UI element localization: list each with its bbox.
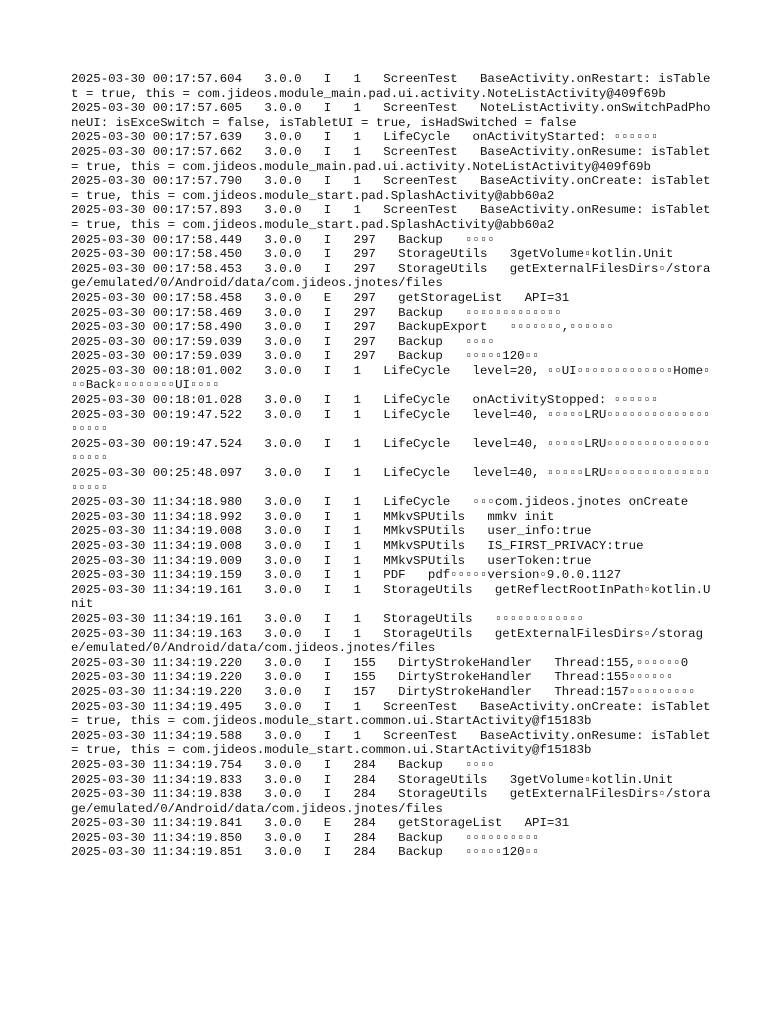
log-line: 2025-03-30 00:18:01.028 3.0.0 I 1 LifeCycle onActivityStopped: ▫▫▫▫▫▫ [71,393,659,408]
log-line: 2025-03-30 11:34:19.009 3.0.0 I 1 MMkvSPUtils userToken:true [71,553,592,568]
log-line: 2025-03-30 00:17:57.893 3.0.0 I 1 ScreenTest BaseActivity.onResume: isTablet = true, this = com.jideos.module_start.pad.SplashActivity@abb60a2 [71,203,718,232]
log-line: 2025-03-30 11:34:19.163 3.0.0 I 1 StorageUtils getExternalFilesDirs▫/storage/emulated/0/Android/data/com.jideos.jnotes/files [71,626,704,656]
log-line: 2025-03-30 11:34:19.220 3.0.0 I 157 DirtyStrokeHandler Thread:157▫▫▫▫▫▫▫▫▫ [71,684,696,699]
log-line: 2025-03-30 11:34:19.851 3.0.0 I 284 Backup ▫▫▫▫▫120▫▫ [71,845,540,860]
log-line: 2025-03-30 11:34:19.588 3.0.0 I 1 ScreenTest BaseActivity.onResume: isTablet = true, this = com.jideos.module_start.common.ui.StartActivity@f15183b [71,728,718,758]
log-line: 2025-03-30 00:17:58.453 3.0.0 I 297 StorageUtils getExternalFilesDirs▫/storage/emulated/0/Android/data/com.jideos.jnotes/files [71,261,711,291]
log-line: 2025-03-30 11:34:19.495 3.0.0 I 1 ScreenTest BaseActivity.onCreate: isTablet = true, this = com.jideos.module_start.common.ui.StartActivity@f15183b [71,699,718,729]
log-line: 2025-03-30 11:34:19.838 3.0.0 I 284 StorageUtils getExternalFilesDirs▫/storage/emulated/0/Android/data/com.jideos.jnotes/files [71,787,711,816]
log-line: 2025-03-30 00:18:01.002 3.0.0 I 1 LifeCycle level=20, ▫▫UI▫▫▫▫▫▫▫▫▫▫▫▫▫Home▫▫▫Back▫▫▫▫▫▫▫▫UI▫▫▫▫ [71,363,711,393]
log-line: 2025-03-30 00:17:57.790 3.0.0 I 1 ScreenTest BaseActivity.onCreate: isTablet = true, this = com.jideos.module_start.pad.SplashActivity@abb60a2 [71,174,718,203]
log-line: 2025-03-30 00:17:57.605 3.0.0 I 1 ScreenTest NoteListActivity.onSwitchPadPhoneUI: isExceSwitch = false, isTabletUI = true, isHadSwitched = false [71,101,711,130]
log-line: 2025-03-30 00:17:58.469 3.0.0 I 297 Backup ▫▫▫▫▫▫▫▫▫▫▫▫▫ [71,305,562,320]
log-line: 2025-03-30 11:34:19.833 3.0.0 I 284 StorageUtils 3getVolume▫kotlin.Unit [71,772,674,787]
log-line: 2025-03-30 00:17:58.449 3.0.0 I 297 Backup ▫▫▫▫ [71,232,495,247]
log-line: 2025-03-30 11:34:19.159 3.0.0 I 1 PDF pdf▫▫▫▫▫version▫9.0.0.1127 [71,568,622,583]
log-document [71,72,718,860]
log-line: 2025-03-30 00:17:57.604 3.0.0 I 1 ScreenTest BaseActivity.onRestart: isTablet = true, this = com.jideos.module_main.pad.ui.activity.NoteListActivity@409f69b [71,72,711,101]
log-line: 2025-03-30 11:34:19.841 3.0.0 E 284 getStorageList API=31 [71,816,570,831]
log-line: 2025-03-30 00:17:57.662 3.0.0 I 1 ScreenTest BaseActivity.onResume: isTablet = true, this = com.jideos.module_main.pad.ui.activity.NoteListActivity@409f69b [71,144,718,174]
log-line: 2025-03-30 11:34:19.220 3.0.0 I 155 DirtyStrokeHandler Thread:155▫▫▫▫▫▫ [71,670,674,685]
log-line: 2025-03-30 00:17:58.490 3.0.0 I 297 BackupExport ▫▫▫▫▫▫▫,▫▫▫▫▫▫ [71,320,614,335]
log-line: 2025-03-30 11:34:19.754 3.0.0 I 284 Backup ▫▫▫▫ [71,757,495,772]
log-line: 2025-03-30 00:19:47.524 3.0.0 I 1 LifeCycle level=40, ▫▫▫▫▫LRU▫▫▫▫▫▫▫▫▫▫▫▫▫▫▫▫▫▫▫ [71,436,711,466]
log-line: 2025-03-30 00:17:59.039 3.0.0 I 297 Backup ▫▫▫▫▫120▫▫ [71,349,540,364]
log-line: 2025-03-30 11:34:19.161 3.0.0 I 1 StorageUtils getReflectRootInPath▫kotlin.Unit [71,582,711,612]
log-line: 2025-03-30 00:17:58.450 3.0.0 I 297 StorageUtils 3getVolume▫kotlin.Unit [71,247,674,262]
log-line: 2025-03-30 00:25:48.097 3.0.0 I 1 LifeCycle level=40, ▫▫▫▫▫LRU▫▫▫▫▫▫▫▫▫▫▫▫▫▫▫▫▫▫▫ [71,466,711,495]
log-line: 2025-03-30 11:34:19.008 3.0.0 I 1 MMkvSPUtils user_info:true [71,524,592,539]
log-line: 2025-03-30 00:17:59.039 3.0.0 I 297 Backup ▫▫▫▫ [71,334,495,349]
log-line: 2025-03-30 00:17:57.639 3.0.0 I 1 LifeCycle onActivityStarted: ▫▫▫▫▫▫ [71,130,659,145]
log-line: 2025-03-30 11:34:19.850 3.0.0 I 284 Backup ▫▫▫▫▫▫▫▫▫▫ [71,830,540,845]
log-line: 2025-03-30 11:34:19.220 3.0.0 I 155 DirtyStrokeHandler Thread:155,▫▫▫▫▫▫0 [71,655,689,670]
log-line: 2025-03-30 11:34:19.161 3.0.0 I 1 StorageUtils ▫▫▫▫▫▫▫▫▫▫▫▫ [71,611,585,626]
log-line: 2025-03-30 00:17:58.458 3.0.0 E 297 getStorageList API=31 [71,290,570,305]
log-line: 2025-03-30 11:34:18.992 3.0.0 I 1 MMkvSPUtils mmkv init [71,509,555,524]
log-line: 2025-03-30 00:19:47.522 3.0.0 I 1 LifeCycle level=40, ▫▫▫▫▫LRU▫▫▫▫▫▫▫▫▫▫▫▫▫▫▫▫▫▫▫ [71,407,711,437]
log-line: 2025-03-30 11:34:19.008 3.0.0 I 1 MMkvSPUtils IS_FIRST_PRIVACY:true [71,539,644,553]
log-line: 2025-03-30 11:34:18.980 3.0.0 I 1 LifeCycle ▫▫▫com.jideos.jnotes onCreate [71,495,689,510]
